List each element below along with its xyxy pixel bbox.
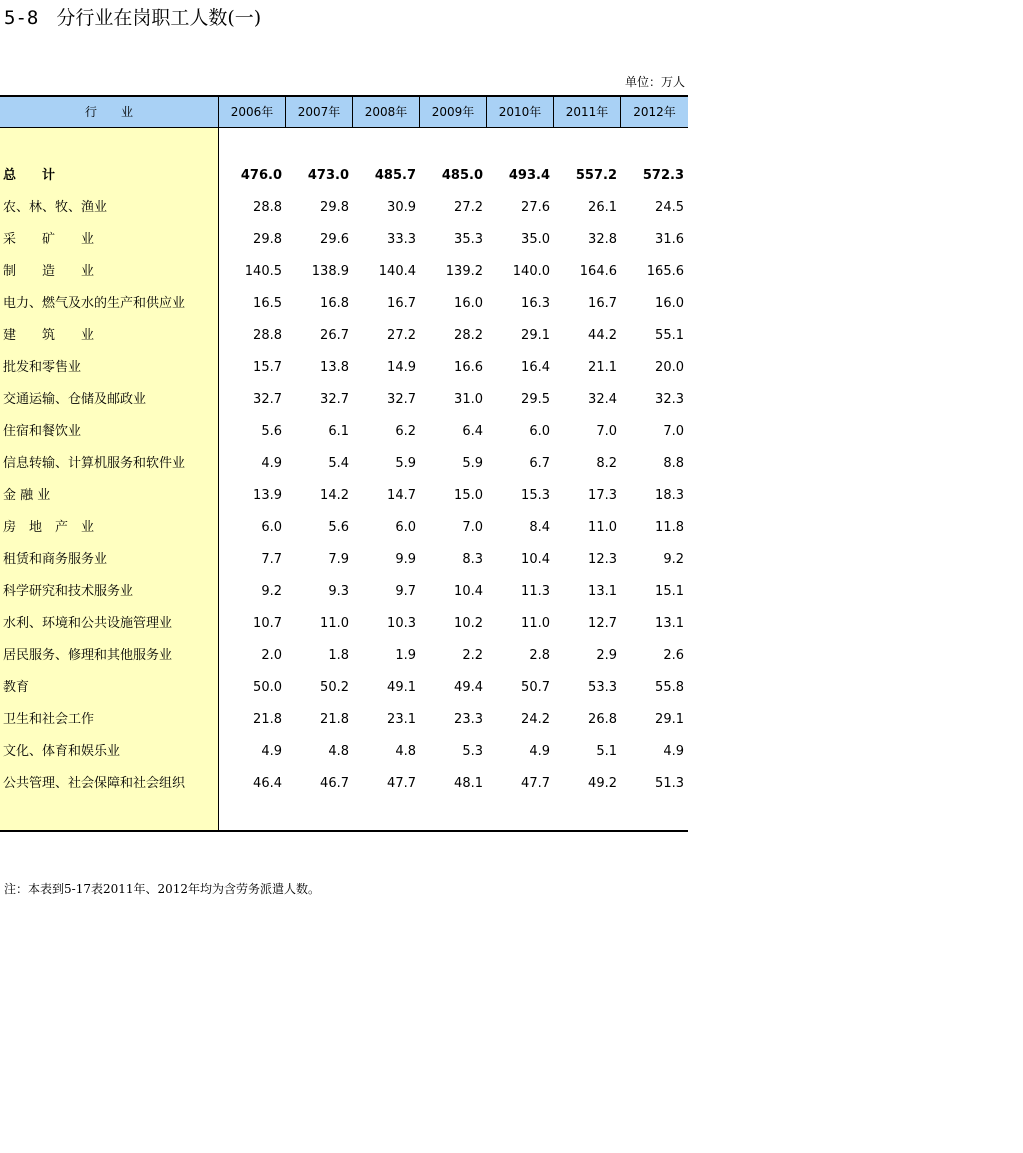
cell-value: 4.9 (261, 744, 282, 759)
table-row (0, 672, 688, 704)
year-header: 2011年 (554, 97, 621, 128)
cell-value: 24.2 (521, 712, 550, 727)
cell-value: 140.4 (378, 264, 416, 279)
cell-value: 6.4 (462, 424, 483, 439)
table-row (0, 192, 688, 224)
cell-value: 16.6 (454, 360, 483, 375)
cell-value: 10.7 (253, 616, 282, 631)
cell-value: 1.9 (395, 648, 416, 663)
cell-value: 26.8 (588, 712, 617, 727)
cell-value: 6.0 (261, 520, 282, 535)
cell-value: 13.8 (320, 360, 349, 375)
cell-value: 13.1 (655, 616, 684, 631)
table-row (0, 640, 688, 672)
row-label: 总 计 (3, 168, 56, 183)
cell-value: 473.0 (307, 168, 349, 183)
cell-value: 16.0 (454, 296, 483, 311)
table-row (0, 704, 688, 736)
cell-value: 15.1 (655, 584, 684, 599)
row-label: 建 筑 业 (3, 328, 95, 343)
cell-value: 27.2 (454, 200, 483, 215)
year-header: 2007年 (286, 97, 353, 128)
table-row (0, 608, 688, 640)
cell-value: 4.9 (261, 456, 282, 471)
cell-value: 6.1 (328, 424, 349, 439)
cell-value: 16.0 (655, 296, 684, 311)
cell-value: 48.1 (454, 776, 483, 791)
row-label: 制 造 业 (3, 264, 95, 279)
cell-value: 18.3 (655, 488, 684, 503)
cell-value: 21.1 (588, 360, 617, 375)
row-label: 租赁和商务服务业 (3, 552, 108, 567)
cell-value: 493.4 (508, 168, 550, 183)
table-bottom-rule (0, 830, 688, 832)
cell-value: 29.6 (320, 232, 349, 247)
cell-value: 29.1 (655, 712, 684, 727)
cell-value: 2.6 (663, 648, 684, 663)
cell-value: 46.7 (320, 776, 349, 791)
table-row (0, 768, 688, 800)
row-label: 卫生和社会工作 (3, 712, 95, 727)
cell-value: 2.8 (529, 648, 550, 663)
cell-value: 11.8 (655, 520, 684, 535)
year-header: 2010年 (487, 97, 554, 128)
row-label: 教育 (3, 680, 30, 695)
row-label: 批发和零售业 (3, 360, 82, 375)
cell-value: 7.9 (328, 552, 349, 567)
cell-value: 32.3 (655, 392, 684, 407)
table-row (0, 384, 688, 416)
cell-value: 32.8 (588, 232, 617, 247)
row-label: 电力、燃气及水的生产和供应业 (3, 296, 186, 311)
row-label: 住宿和餐饮业 (3, 424, 82, 439)
cell-value: 29.1 (521, 328, 550, 343)
cell-value: 29.5 (521, 392, 550, 407)
cell-value: 16.5 (253, 296, 282, 311)
cell-value: 5.6 (261, 424, 282, 439)
cell-value: 9.7 (395, 584, 416, 599)
footnote: 注：本表到5-17表2011年、2012年均为含劳务派遣人数。 (4, 882, 321, 896)
data-table (0, 95, 688, 832)
cell-value: 9.2 (663, 552, 684, 567)
year-header: 2008年 (353, 97, 420, 128)
cell-value: 55.1 (655, 328, 684, 343)
cell-value: 476.0 (240, 168, 282, 183)
table-row (0, 288, 688, 320)
cell-value: 16.8 (320, 296, 349, 311)
cell-value: 4.9 (663, 744, 684, 759)
cell-value: 26.7 (320, 328, 349, 343)
cell-value: 7.0 (596, 424, 617, 439)
cell-value: 5.9 (462, 456, 483, 471)
cell-value: 23.3 (454, 712, 483, 727)
row-label: 科学研究和技术服务业 (3, 584, 134, 599)
row-label: 公共管理、社会保障和社会组织 (3, 776, 186, 791)
cell-value: 6.0 (529, 424, 550, 439)
cell-value: 5.4 (328, 456, 349, 471)
cell-value: 50.7 (521, 680, 550, 695)
cell-value: 7.7 (261, 552, 282, 567)
cell-value: 5.9 (395, 456, 416, 471)
cell-value: 2.2 (462, 648, 483, 663)
cell-value: 140.5 (244, 264, 282, 279)
cell-value: 7.0 (663, 424, 684, 439)
cell-value: 51.3 (655, 776, 684, 791)
cell-value: 1.8 (328, 648, 349, 663)
cell-value: 557.2 (575, 168, 617, 183)
cell-value: 165.6 (646, 264, 684, 279)
table-number: 5-8 (4, 7, 39, 29)
cell-value: 4.9 (529, 744, 550, 759)
cell-value: 28.2 (454, 328, 483, 343)
cell-value: 164.6 (579, 264, 617, 279)
cell-value: 29.8 (320, 200, 349, 215)
cell-value: 6.0 (395, 520, 416, 535)
year-header: 2006年 (219, 97, 286, 128)
cell-value: 572.3 (642, 168, 684, 183)
table-row (0, 352, 688, 384)
cell-value: 11.0 (320, 616, 349, 631)
table-row (0, 320, 688, 352)
cell-value: 35.0 (521, 232, 550, 247)
table-row (0, 416, 688, 448)
cell-value: 49.1 (387, 680, 416, 695)
cell-value: 32.4 (588, 392, 617, 407)
cell-value: 485.7 (374, 168, 416, 183)
cell-value: 13.9 (253, 488, 282, 503)
row-label: 信息转输、计算机服务和软件业 (3, 456, 186, 471)
cell-value: 21.8 (253, 712, 282, 727)
cell-value: 46.4 (253, 776, 282, 791)
cell-value: 47.7 (387, 776, 416, 791)
cell-value: 8.3 (462, 552, 483, 567)
cell-value: 10.3 (387, 616, 416, 631)
cell-value: 12.7 (588, 616, 617, 631)
cell-value: 32.7 (320, 392, 349, 407)
cell-value: 33.3 (387, 232, 416, 247)
row-label: 金 融 业 (3, 488, 51, 503)
cell-value: 28.8 (253, 200, 282, 215)
cell-value: 10.2 (454, 616, 483, 631)
cell-value: 9.3 (328, 584, 349, 599)
table-row (0, 736, 688, 768)
cell-value: 53.3 (588, 680, 617, 695)
year-header: 2012年 (633, 105, 676, 119)
row-label: 水利、环境和公共设施管理业 (3, 616, 173, 631)
cell-value: 5.6 (328, 520, 349, 535)
cell-value: 16.7 (387, 296, 416, 311)
cell-value: 31.6 (655, 232, 684, 247)
cell-value: 9.2 (261, 584, 282, 599)
cell-value: 485.0 (441, 168, 483, 183)
table-row (0, 256, 688, 288)
cell-value: 10.4 (521, 552, 550, 567)
cell-value: 16.3 (521, 296, 550, 311)
cell-value: 14.9 (387, 360, 416, 375)
cell-value: 35.3 (454, 232, 483, 247)
cell-value: 11.0 (588, 520, 617, 535)
cell-value: 2.0 (261, 648, 282, 663)
table-row (0, 544, 688, 576)
cell-value: 6.7 (529, 456, 550, 471)
table-title: 分行业在岗职工人数(一) (56, 7, 262, 29)
cell-value: 30.9 (387, 200, 416, 215)
cell-value: 20.0 (655, 360, 684, 375)
cell-value: 24.5 (655, 200, 684, 215)
cell-value: 50.2 (320, 680, 349, 695)
year-header: 2009年 (420, 97, 487, 128)
cell-value: 9.9 (395, 552, 416, 567)
cell-value: 49.4 (454, 680, 483, 695)
stub-header: 行 业 (0, 97, 219, 128)
cell-value: 7.0 (462, 520, 483, 535)
total-row (0, 160, 688, 192)
cell-value: 4.8 (328, 744, 349, 759)
cell-value: 27.6 (521, 200, 550, 215)
row-label: 房 地 产 业 (3, 520, 95, 535)
cell-value: 49.2 (588, 776, 617, 791)
table-row (0, 224, 688, 256)
cell-value: 140.0 (512, 264, 550, 279)
cell-value: 16.7 (588, 296, 617, 311)
cell-value: 12.3 (588, 552, 617, 567)
cell-value: 32.7 (253, 392, 282, 407)
cell-value: 11.0 (521, 616, 550, 631)
row-label: 采 矿 业 (3, 232, 95, 247)
row-label: 交通运输、仓储及邮政业 (3, 392, 147, 407)
cell-value: 15.7 (253, 360, 282, 375)
table-header (0, 95, 688, 128)
cell-value: 27.2 (387, 328, 416, 343)
cell-value: 21.8 (320, 712, 349, 727)
cell-value: 139.2 (445, 264, 483, 279)
cell-value: 28.8 (253, 328, 282, 343)
cell-value: 2.9 (596, 648, 617, 663)
cell-value: 14.2 (320, 488, 349, 503)
cell-value: 4.8 (395, 744, 416, 759)
cell-value: 50.0 (253, 680, 282, 695)
table-row (0, 512, 688, 544)
table-row (0, 480, 688, 512)
row-label: 文化、体育和娱乐业 (3, 744, 121, 759)
table-row (0, 448, 688, 480)
cell-value: 13.1 (588, 584, 617, 599)
cell-value: 8.8 (663, 456, 684, 471)
unit-label: 单位：万人 (624, 75, 685, 89)
cell-value: 5.1 (596, 744, 617, 759)
cell-value: 8.2 (596, 456, 617, 471)
cell-value: 44.2 (588, 328, 617, 343)
cell-value: 5.3 (462, 744, 483, 759)
cell-value: 23.1 (387, 712, 416, 727)
cell-value: 47.7 (521, 776, 550, 791)
page-title (4, 6, 261, 30)
cell-value: 11.3 (521, 584, 550, 599)
cell-value: 6.2 (395, 424, 416, 439)
cell-value: 26.1 (588, 200, 617, 215)
cell-value: 8.4 (529, 520, 550, 535)
cell-value: 14.7 (387, 488, 416, 503)
cell-value: 10.4 (454, 584, 483, 599)
cell-value: 15.3 (521, 488, 550, 503)
cell-value: 17.3 (588, 488, 617, 503)
row-label: 居民服务、修理和其他服务业 (3, 648, 173, 663)
cell-value: 32.7 (387, 392, 416, 407)
cell-value: 31.0 (454, 392, 483, 407)
cell-value: 16.4 (521, 360, 550, 375)
cell-value: 55.8 (655, 680, 684, 695)
row-label: 农、林、牧、渔业 (3, 200, 108, 215)
table-row (0, 576, 688, 608)
cell-value: 15.0 (454, 488, 483, 503)
cell-value: 29.8 (253, 232, 282, 247)
cell-value: 138.9 (311, 264, 349, 279)
